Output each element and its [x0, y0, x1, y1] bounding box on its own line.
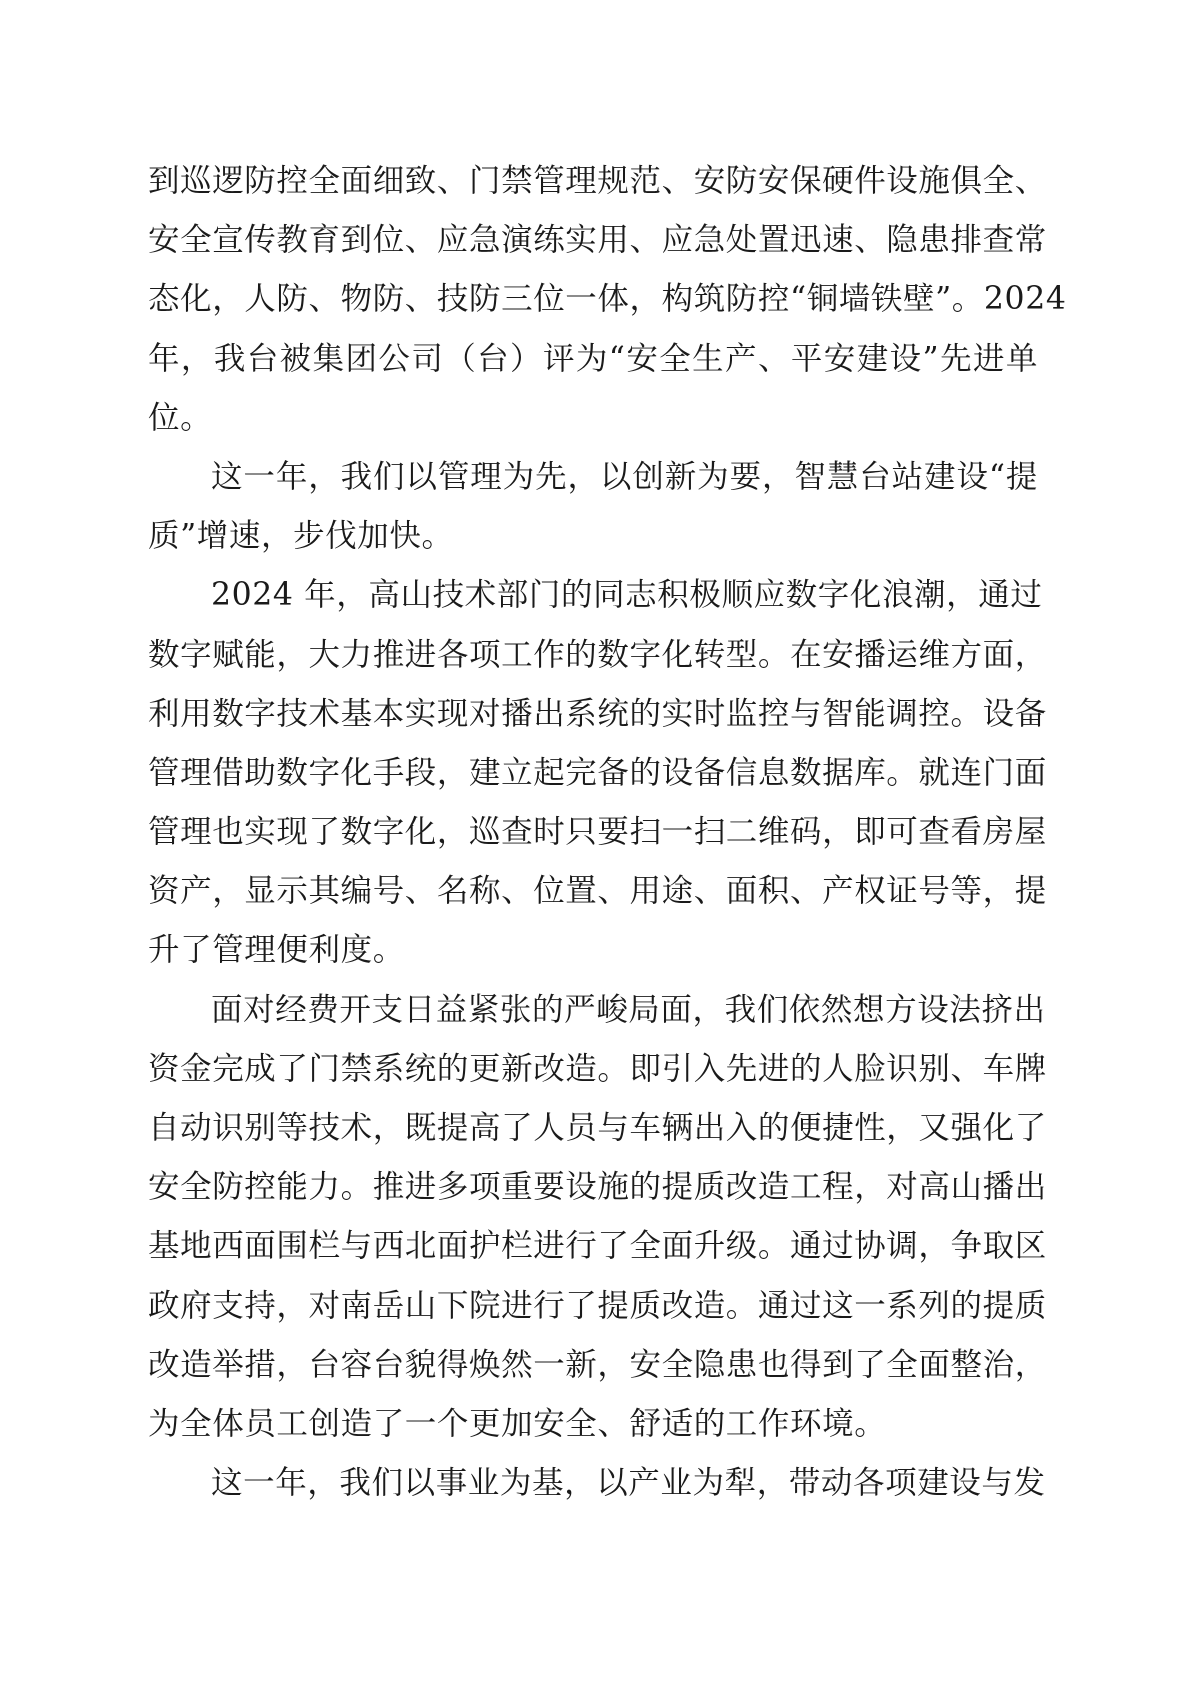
- paragraph: [148, 152, 1067, 448]
- text-line: 2024 年，高山技术部门的同志积极顺应数字化浪潮，通过: [211, 577, 1043, 614]
- paragraph: [148, 981, 1047, 1455]
- text-line: 到巡逻防控全面细致、门禁管理规范、安防安保硬件设施俱全、: [148, 163, 1047, 199]
- text-line: 位。: [148, 399, 213, 436]
- text-line: 资金完成了门禁系统的更新改造。即引入先进的人脸识别、车牌: [148, 1050, 1047, 1087]
- paragraph: [148, 566, 1047, 980]
- text-line: 态化，人防、物防、技防三位一体，构筑防控“铜墙铁壁”。2024: [148, 281, 1067, 318]
- paragraph: [148, 1454, 1046, 1513]
- text-line: 升了管理便利度。: [148, 932, 405, 969]
- text-line: 改造举措，台容台貌得焕然一新，安全隐患也得到了全面整治，: [148, 1346, 1047, 1383]
- text-line: 基地西面围栏与西北面护栏进行了全面升级。通过协调，争取区: [148, 1228, 1047, 1265]
- text-line: 数字赋能，大力推进各项工作的数字化转型。在安播运维方面，: [148, 636, 1047, 673]
- text-line: 安全防控能力。推进多项重要设施的提质改造工程，对高山播出: [148, 1169, 1047, 1206]
- text-line: 年，我台被集团公司（台）评为“安全生产、平安建设”先进单: [148, 340, 1038, 377]
- text-line: 质”增速，步伐加快。: [148, 518, 454, 555]
- document-body: [148, 152, 1067, 1513]
- text-line: 资产，显示其编号、名称、位置、用途、面积、产权证号等，提: [148, 873, 1047, 910]
- paragraph: [148, 448, 1038, 566]
- text-line: 这一年，我们以事业为基，以产业为犁，带动各项建设与发: [211, 1465, 1046, 1502]
- text-line: 这一年，我们以管理为先，以创新为要，智慧台站建设“提: [211, 458, 1038, 495]
- text-line: 政府支持，对南岳山下院进行了提质改造。通过这一系列的提质: [148, 1287, 1047, 1324]
- text-line: 自动识别等技术，既提高了人员与车辆出入的便捷性，又强化了: [148, 1110, 1047, 1146]
- text-line: 为全体员工创造了一个更加安全、舒适的工作环境。: [148, 1405, 887, 1442]
- text-line: 管理也实现了数字化，巡查时只要扫一扫二维码，即可查看房屋: [148, 814, 1047, 851]
- text-line: 管理借助数字化手段，建立起完备的设备信息数据库。就连门面: [148, 754, 1047, 791]
- text-line: 面对经费开支日益紧张的严峻局面，我们依然想方设法挤出: [211, 991, 1046, 1028]
- text-line: 安全宣传教育到位、应急演练实用、应急处置迅速、隐患排查常: [148, 222, 1047, 259]
- text-line: 利用数字技术基本实现对播出系统的实时监控与智能调控。设备: [148, 695, 1047, 732]
